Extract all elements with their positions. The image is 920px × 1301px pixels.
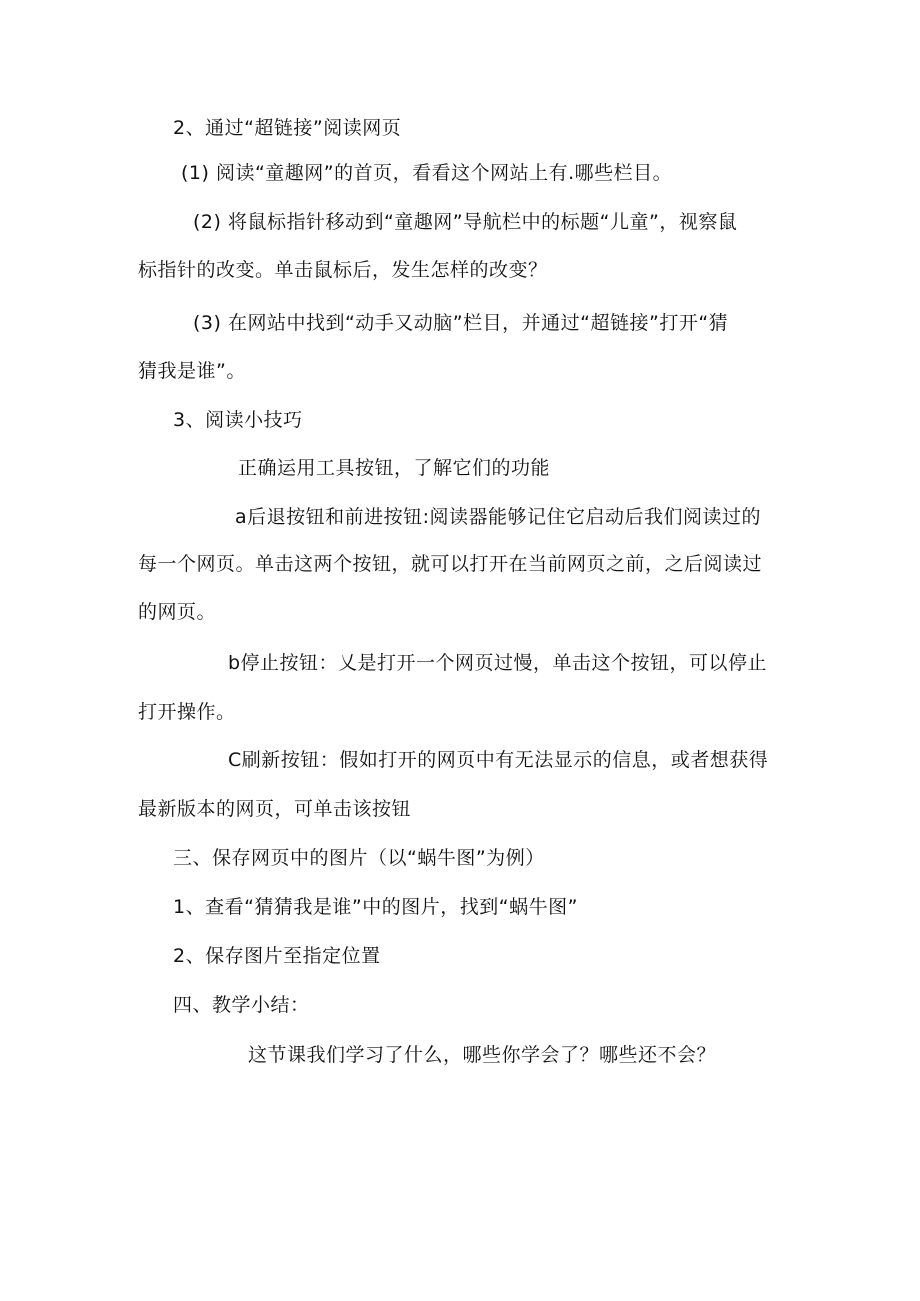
tip-a-line-3: 的网页。: [138, 601, 217, 623]
tip-c-line-1: C刷新按钮：假如打开的网页中有无法显示的信息，或者想获得: [228, 749, 769, 771]
tip-c-line-2: 最新版本的网页，可单击该按钮: [138, 798, 412, 820]
section-three-heading: 三、保存网页中的图片（以“蜗牛图”为例）: [173, 847, 545, 869]
tip-b-line-1: b停止按钮：乂是打开一个网页过慢，单击这个按钮，可以停止: [228, 652, 768, 674]
section-3-heading: 3、阅读小技巧: [173, 409, 303, 431]
tip-b-line-2: 打开操作。: [138, 701, 236, 723]
summary-text: 这节课我们学习了什么，哪些你学会了？哪些还不会？: [248, 1044, 717, 1066]
step-3-text-line-1: (3) 在网站中找到“动手又动脑”栏目，并通过“超链接”打开“猜: [193, 312, 729, 334]
step-2-text-line-2: 标指针的改变。单击鼠标后，发生怎样的改变？: [138, 259, 548, 281]
tip-a-line-2: 每一个网页。单击这两个按钮，就可以打开在当前网页之前，之后阅读过: [138, 553, 763, 575]
tip-a-line-1: a后退按钮和前进按钮:阅读器能够记住它启动后我们阅读过的: [235, 506, 762, 528]
save-step-1: 1、查看“猜猜我是谁”中的图片，找到“蜗牛图”: [173, 896, 578, 918]
save-step-2: 2、保存图片至指定位置: [173, 945, 381, 967]
tips-intro: 正确运用工具按钮，了解它们的功能: [238, 457, 551, 479]
step-3-text-line-2: 猜我是谁”。: [138, 360, 246, 382]
section-four-heading: 四、教学小结：: [173, 994, 310, 1016]
step-1-text: (1) 阅读“童趣网”的首页，看看这个网站上有.哪些栏目。: [181, 162, 673, 184]
step-2-text-line-1: (2) 将鼠标指针移动到“童趣网”导航栏中的标题“儿童”，视察鼠: [193, 211, 738, 233]
section-2-heading: 2、通过“超链接”阅读网页: [173, 117, 402, 139]
